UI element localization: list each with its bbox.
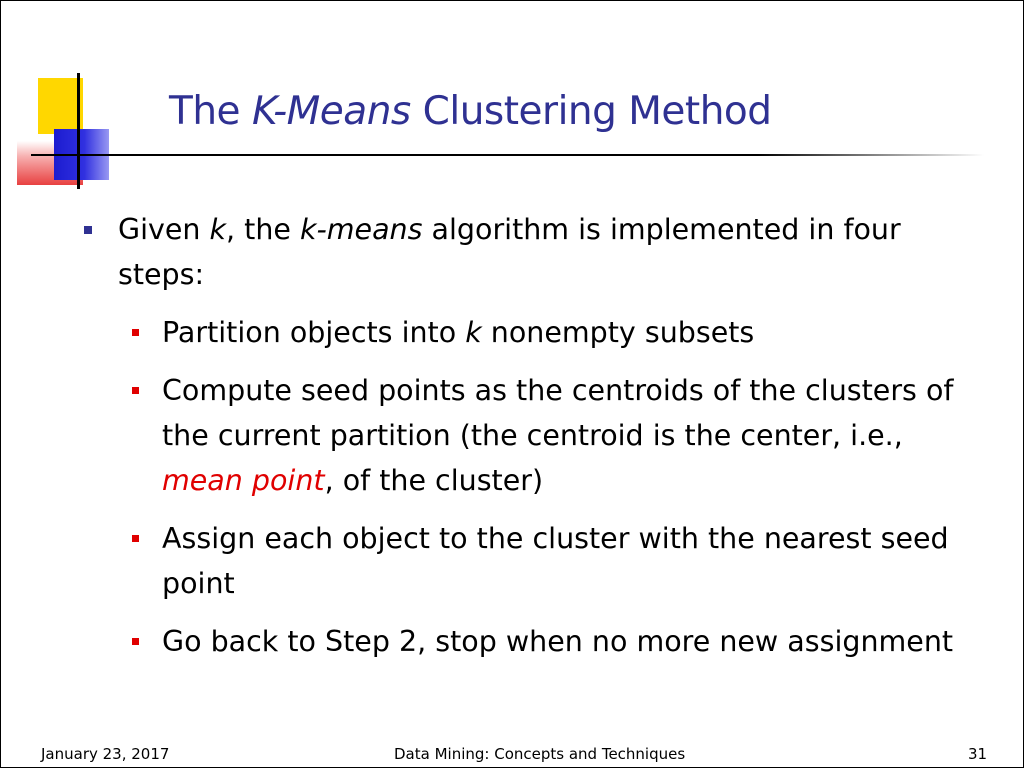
title-underline bbox=[79, 154, 984, 156]
main-bullet-text-2: , the bbox=[226, 213, 300, 246]
main-bullet bbox=[81, 207, 961, 297]
title-emphasis: K-Means bbox=[251, 89, 411, 134]
step-1-k: k bbox=[465, 316, 482, 349]
square-bullet-icon bbox=[132, 535, 139, 542]
title-suffix: Clustering Method bbox=[410, 89, 772, 134]
square-bullet-icon bbox=[84, 226, 92, 234]
main-bullet-k: k bbox=[209, 213, 227, 246]
step-1-text-2: nonempty subsets bbox=[481, 316, 755, 349]
slide-body bbox=[81, 207, 961, 677]
step-2-text-2: , of the cluster) bbox=[324, 464, 544, 497]
main-bullet-k-means: k-means bbox=[300, 213, 423, 246]
step-1-text-1: Partition objects into bbox=[162, 316, 466, 349]
title-prefix: The bbox=[169, 89, 252, 134]
slide-title bbox=[169, 89, 772, 134]
template-logo-icon bbox=[1, 1, 141, 201]
step-item bbox=[81, 368, 961, 503]
step-4-text: Go back to Step 2, stop when no more new assignment bbox=[162, 625, 954, 658]
step-item bbox=[81, 310, 961, 355]
footer-title: Data Mining: Concepts and Techniques bbox=[394, 745, 686, 763]
step-2-highlight: mean point bbox=[162, 464, 325, 497]
main-bullet-text-3: algorithm is implemented in four steps: bbox=[118, 213, 901, 291]
square-bullet-icon bbox=[132, 638, 139, 645]
steps-list bbox=[81, 310, 961, 664]
step-item bbox=[81, 516, 961, 606]
square-bullet-icon bbox=[132, 387, 139, 394]
page-number: 31 bbox=[968, 745, 988, 763]
vertical-line-decoration bbox=[77, 73, 80, 189]
step-2-text-1: Compute seed points as the centroids of the clusters of the current partition (the centroid is the center, i.e., bbox=[162, 374, 954, 452]
step-item bbox=[81, 619, 961, 664]
step-3-text: Assign each object to the cluster with the nearest seed point bbox=[162, 522, 949, 600]
main-bullet-text-1: Given bbox=[118, 213, 210, 246]
footer-date: January 23, 2017 bbox=[41, 745, 170, 763]
square-bullet-icon bbox=[132, 329, 139, 336]
